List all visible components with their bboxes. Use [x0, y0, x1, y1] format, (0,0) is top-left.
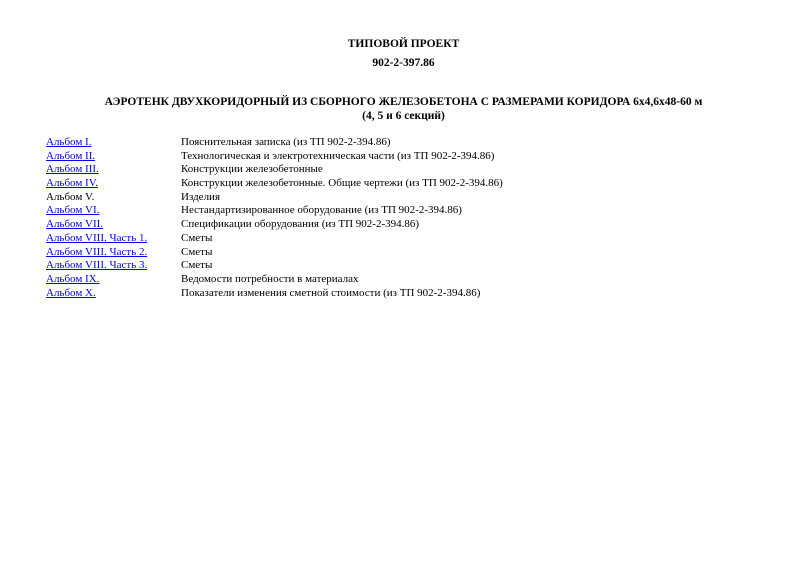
- album-description: Сметы: [181, 245, 213, 258]
- album-link[interactable]: Альбом III.: [46, 163, 99, 176]
- album-row: [46, 191, 766, 205]
- album-label: Альбом V.: [46, 190, 95, 203]
- album-link[interactable]: Альбом I.: [46, 136, 92, 148]
- album-link[interactable]: Альбом VIII. Часть 3.: [46, 259, 148, 272]
- album-link[interactable]: Альбом IV.: [46, 177, 98, 190]
- album-row: [46, 232, 766, 246]
- project-code: 902-2-397.86: [372, 57, 435, 69]
- album-row: [46, 246, 766, 260]
- album-row: [46, 163, 766, 177]
- album-link[interactable]: Альбом VIII. Часть 2.: [46, 245, 148, 258]
- album-description: Сметы: [181, 259, 213, 272]
- album-link[interactable]: Альбом VI.: [46, 204, 100, 217]
- album-row: [46, 218, 766, 232]
- album-row: [46, 150, 766, 164]
- album-link[interactable]: Альбом IX.: [46, 272, 100, 285]
- album-description: Изделия: [181, 190, 221, 203]
- album-description: Сметы: [181, 231, 213, 244]
- album-row: [46, 204, 766, 218]
- album-row: [46, 273, 766, 287]
- album-description: Спецификации оборудования (из ТП 902-2-394.86): [181, 218, 420, 231]
- album-description: Конструкции железобетонные: [181, 163, 323, 176]
- album-row: [46, 287, 766, 301]
- album-link[interactable]: Альбом VIII. Часть 1.: [46, 231, 148, 244]
- album-link[interactable]: Альбом X.: [46, 286, 96, 299]
- album-description: Конструкции железобетонные. Общие чертежи (из ТП 902-2-394.86): [181, 177, 503, 190]
- album-row: [46, 177, 766, 191]
- album-list: [46, 136, 766, 300]
- project-subject: АЭРОТЕНК ДВУХКОРИДОРНЫЙ ИЗ СБОРНОГО ЖЕЛЕЗОБЕТОНА С РАЗМЕРАМИ КОРИДОРА 6х4,6х48-60 м: [104, 96, 703, 108]
- album-link[interactable]: Альбом VII.: [46, 218, 104, 231]
- album-description: Нестандартизированное оборудование (из ТП 902-2-394.86): [181, 204, 462, 217]
- album-description: Технологическая и электротехническая части (из ТП 902-2-394.86): [181, 149, 495, 162]
- album-link[interactable]: Альбом II.: [46, 149, 96, 162]
- album-description: Пояснительная записка (из ТП 902-2-394.86): [181, 136, 391, 148]
- album-row: [46, 259, 766, 273]
- album-description: Ведомости потребности в материалах: [181, 272, 359, 285]
- album-description: Показатели изменения сметной стоимости (из ТП 902-2-394.86): [181, 286, 481, 299]
- document-title: ТИПОВОЙ ПРОЕКТ: [347, 38, 460, 50]
- project-subject-sections: (4, 5 и 6 секций): [362, 110, 445, 122]
- album-row: [46, 136, 766, 150]
